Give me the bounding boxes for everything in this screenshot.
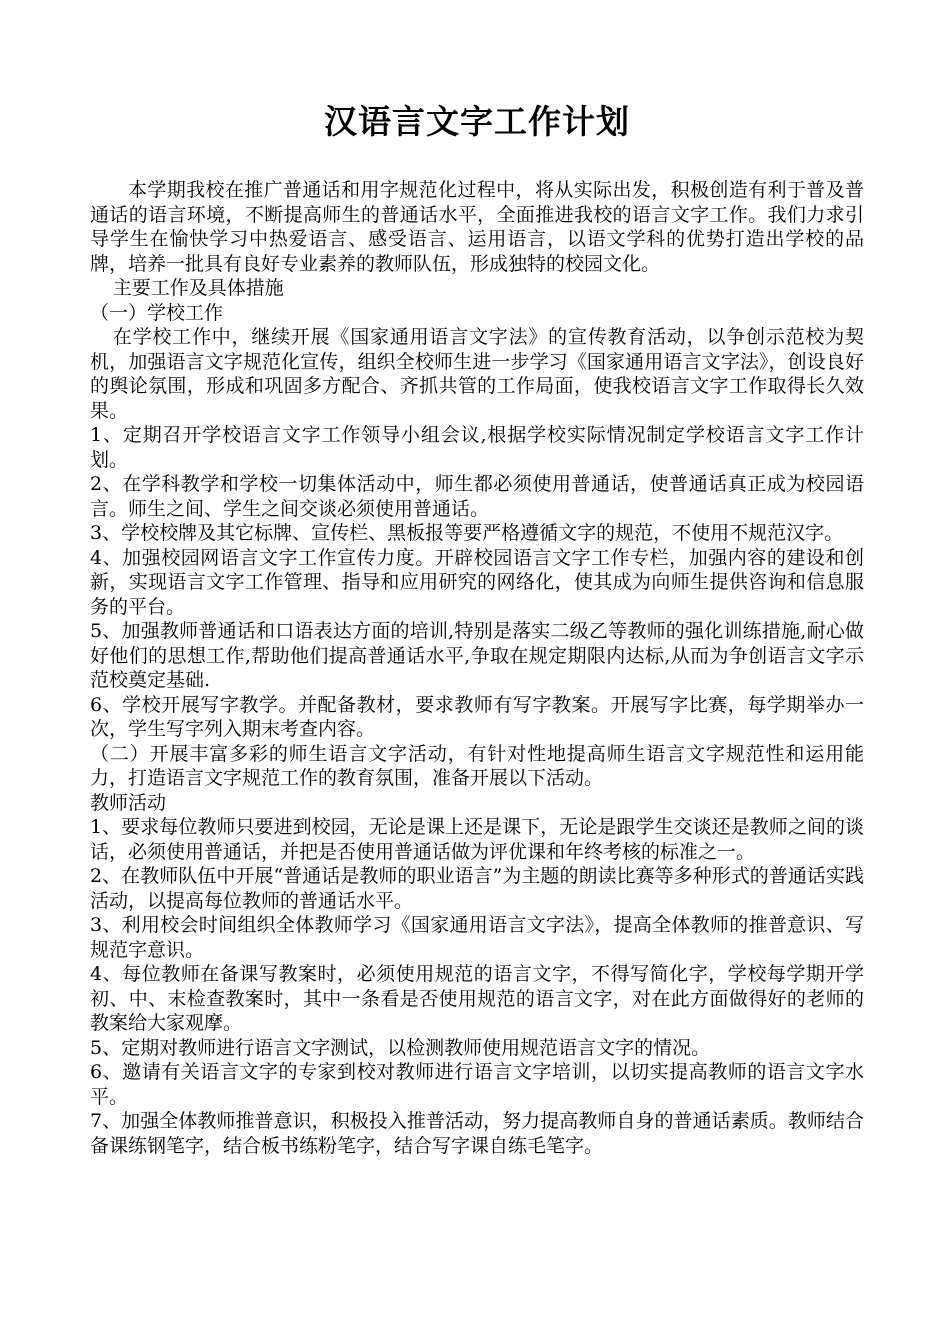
document-page xyxy=(90,100,864,1158)
teacher-item-5: 5、定期对教师进行语言文字测试，以检测教师使用规范语言文字的情况。 xyxy=(90,1036,711,1059)
school-item-6: 6、学校开展写字教学。并配备教材，要求教师有写字教案。开展写字比赛，每学期举办一次，学生写字列入期末考查内容。 xyxy=(90,693,864,740)
school-item-1: 1、定期召开学校语言文字工作领导小组会议,根据学校实际情况制定学校语言文字工作计划。 xyxy=(90,424,864,471)
teacher-item-7: 7、加强全体教师推普意识，积极投入推普活动，努力提高教师自身的普通话素质。教师结合备课练钢笔字，结合板书练粉笔字，结合写字课自练毛笔字。 xyxy=(90,1110,864,1157)
teacher-item-6: 6、邀请有关语言文字的专家到校对教师进行语言文字培训，以切实提高教师的语言文字水平。 xyxy=(90,1061,864,1108)
subheading-teacher-activities: 教师活动 xyxy=(90,791,167,814)
teacher-item-1: 1、要求每位教师只要进到校园，无论是课上还是课下，无论是跟学生交谈还是教师之间的谈话，必须使用普通话，并把是否使用普通话做为评优课和年终考核的标准之一。 xyxy=(90,816,864,863)
teacher-item-2: 2、在教师队伍中开展“普通话是教师的职业语言”为主题的朗读比赛等多种形式的普通话实践活动，以提高每位教师的普通话水平。 xyxy=(90,865,864,912)
section-heading-activities: （二）开展丰富多彩的师生语言文字活动，有针对性地提高师生语言文字规范性和运用能力，打造语言文字规范工作的教育氛围，准备开展以下活动。 xyxy=(90,742,864,789)
teacher-item-3: 3、利用校会时间组织全体教师学习《国家通用语言文字法》，提高全体教师的推普意识、写规范字意识。 xyxy=(90,914,864,961)
teacher-item-4: 4、每位教师在备课写教案时，必须使用规范的语言文字，不得写简化字，学校每学期开学初、中、末检查教案时，其中一条看是否使用规范的语言文字，对在此方面做得好的老师的教案给大家观摩。 xyxy=(90,963,864,1034)
school-item-2: 2、在学科教学和学校一切集体活动中，师生都必须使用普通话，使普通话真正成为校园语言。师生之间、学生之间交谈必须使用普通话。 xyxy=(90,473,864,520)
school-item-3: 3、学校校牌及其它标牌、宣传栏、黑板报等要严格遵循文字的规范，不使用不规范汉字。 xyxy=(90,522,844,544)
school-item-4: 4、加强校园网语言文字工作宣传力度。开辟校园语言文字工作专栏，加强内容的建设和创新，实现语言文字工作管理、指导和应用研究的网络化，使其成为向师生提供咨询和信息服务的平台。 xyxy=(90,546,864,618)
school-item-5: 5、加强教师普通话和口语表达方面的培训,特别是落实二级乙等教师的强化训练措施,耐心做好他们的思想工作,帮助他们提高普通话水平,争取在规定期限内达标,从而为争创语言文字示范校奠定基础. xyxy=(90,620,864,691)
school-work-paragraph: 在学校工作中，继续开展《国家通用语言文字法》的宣传教育活动，以争创示范校为契机，加强语言文字规范化宣传，组织全校师生进一步学习《国家通用语言文字法》，创设良好的舆论氛围，形成和巩固多方配合、齐抓共管的工作局面，使我校语言文字工作取得长久效果。 xyxy=(90,326,864,422)
section-heading-school-work: （一）学校工作 xyxy=(90,301,224,324)
document-title: 汉语言文字工作计划 xyxy=(324,102,630,141)
intro-paragraph: 本学期我校在推广普通话和用字规范化过程中，将从实际出发，积极创造有利于普及普通话的语言环境，不断提高师生的普通话水平，全面推进我校的语言文字工作。我们力求引导学生在愉快学习中热爱语言、感受语言、运用语言，以语文学科的优势打造出学校的品牌，培养一批具有良好专业素养的教师队伍，形成独特的校园文化。 xyxy=(90,179,864,275)
section-heading-main-work: 主要工作及具体措施 xyxy=(112,277,284,299)
